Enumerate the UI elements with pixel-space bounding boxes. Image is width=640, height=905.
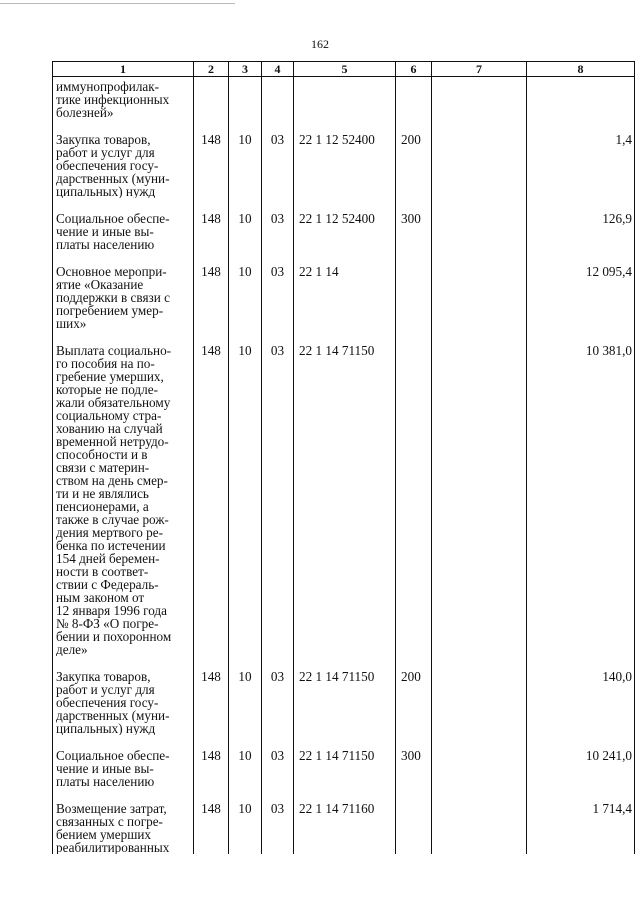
cell-col-6 bbox=[396, 344, 432, 656]
gap-cell bbox=[262, 656, 294, 670]
gap-cell bbox=[396, 119, 432, 133]
gap-cell bbox=[396, 251, 432, 265]
cell-col-2: 148 bbox=[194, 670, 229, 735]
gap-cell bbox=[432, 788, 527, 802]
gap-cell bbox=[53, 198, 194, 212]
gap-cell bbox=[432, 330, 527, 344]
cell-col-2: 148 bbox=[194, 133, 229, 198]
row-name: Возмещение затрат, связанных с погре- бением умерших реабилитированных bbox=[56, 802, 170, 854]
cell-col-8: 1,4 bbox=[527, 133, 635, 198]
cell-col-6: 300 bbox=[396, 749, 432, 788]
gap-cell bbox=[262, 251, 294, 265]
gap-cell bbox=[229, 735, 262, 749]
page-number: 162 bbox=[311, 37, 329, 51]
cell-col-3: 10 bbox=[229, 670, 262, 735]
cell-name bbox=[53, 77, 194, 120]
cell-col-4: 03 bbox=[262, 133, 294, 198]
gap-cell bbox=[527, 330, 635, 344]
cell-col-2: 148 bbox=[194, 802, 229, 854]
gap-cell bbox=[396, 788, 432, 802]
gap-cell bbox=[194, 251, 229, 265]
row-gap bbox=[53, 119, 635, 133]
gap-cell bbox=[262, 330, 294, 344]
cell-col-8: 10 381,0 bbox=[527, 344, 635, 656]
row-name: Закупка товаров, работ и услуг для обеспечения госу- дарственных (муни- ципальных) нужд bbox=[56, 670, 170, 735]
cell-col-4 bbox=[262, 77, 294, 120]
header-col-4: 4 bbox=[262, 62, 294, 77]
gap-cell bbox=[432, 656, 527, 670]
gap-cell bbox=[527, 735, 635, 749]
gap-cell bbox=[527, 119, 635, 133]
cell-col-4: 03 bbox=[262, 265, 294, 330]
gap-cell bbox=[53, 656, 194, 670]
cell-col-7 bbox=[432, 802, 527, 854]
cell-col-3: 10 bbox=[229, 133, 262, 198]
row-name: Основное меропри- ятие «Оказание поддержки в связи с погребением умер- ших» bbox=[56, 265, 170, 330]
cell-col-5: 22 1 14 71150 bbox=[294, 670, 396, 735]
gap-cell bbox=[432, 251, 527, 265]
cell-col-7 bbox=[432, 749, 527, 788]
cell-col-4: 03 bbox=[262, 670, 294, 735]
header-col-5: 5 bbox=[294, 62, 396, 77]
cell-name bbox=[53, 802, 194, 854]
cell-col-4: 03 bbox=[262, 344, 294, 656]
table-body bbox=[53, 77, 635, 855]
table-row bbox=[53, 77, 635, 120]
gap-cell bbox=[229, 788, 262, 802]
table-row bbox=[53, 749, 635, 788]
row-name: Выплата социально- го пособия на по- гребение умерших, которые не подле- жали обязательному социальному стра- хованию на случай временной нетрудо- способности и в связи с материн- ством на день смер- ти и не являлись пенсионерами, а также в случае рож- дения мертвого ре- бенка по истечении 154 дней беремен- ности в соответ- ствии с Федераль- ным законом от 12 января 1996 года № 8-ФЗ «О погре- бении и похоронном деле» bbox=[56, 344, 172, 656]
gap-cell bbox=[527, 656, 635, 670]
row-gap bbox=[53, 656, 635, 670]
row-gap bbox=[53, 251, 635, 265]
cell-col-3: 10 bbox=[229, 212, 262, 251]
gap-cell bbox=[53, 788, 194, 802]
gap-cell bbox=[294, 330, 396, 344]
cell-col-5 bbox=[294, 77, 396, 120]
table-row bbox=[53, 802, 635, 854]
cell-col-6: 300 bbox=[396, 212, 432, 251]
cell-col-2: 148 bbox=[194, 749, 229, 788]
table-row bbox=[53, 133, 635, 198]
cell-col-5: 22 1 14 71150 bbox=[294, 749, 396, 788]
gap-cell bbox=[294, 788, 396, 802]
cell-col-5: 22 1 14 71160 bbox=[294, 802, 396, 854]
gap-cell bbox=[396, 735, 432, 749]
gap-cell bbox=[294, 119, 396, 133]
cell-col-6 bbox=[396, 77, 432, 120]
cell-col-7 bbox=[432, 344, 527, 656]
cell-col-3: 10 bbox=[229, 749, 262, 788]
cell-col-8: 1 714,4 bbox=[527, 802, 635, 854]
gap-cell bbox=[294, 198, 396, 212]
row-gap bbox=[53, 330, 635, 344]
table-row bbox=[53, 344, 635, 656]
cell-col-4: 03 bbox=[262, 212, 294, 251]
cell-name bbox=[53, 670, 194, 735]
row-name: Социальное обеспе- чение и иные вы- платы населению bbox=[56, 749, 170, 788]
cell-name bbox=[53, 344, 194, 656]
cell-name bbox=[53, 265, 194, 330]
cell-col-5: 22 1 14 71150 bbox=[294, 344, 396, 656]
cell-col-8: 10 241,0 bbox=[527, 749, 635, 788]
cell-col-5: 22 1 12 52400 bbox=[294, 133, 396, 198]
table-row bbox=[53, 265, 635, 330]
cell-col-2 bbox=[194, 77, 229, 120]
cell-col-3: 10 bbox=[229, 344, 262, 656]
row-gap bbox=[53, 788, 635, 802]
gap-cell bbox=[396, 198, 432, 212]
gap-cell bbox=[262, 788, 294, 802]
cell-col-8: 140,0 bbox=[527, 670, 635, 735]
cell-col-7 bbox=[432, 212, 527, 251]
row-gap bbox=[53, 198, 635, 212]
cell-name bbox=[53, 133, 194, 198]
cell-col-6 bbox=[396, 265, 432, 330]
header-row bbox=[53, 62, 635, 77]
row-name: Социальное обеспе- чение и иные вы- платы населению bbox=[56, 212, 170, 251]
gap-cell bbox=[53, 735, 194, 749]
cell-col-8 bbox=[527, 77, 635, 120]
cell-col-3 bbox=[229, 77, 262, 120]
gap-cell bbox=[294, 656, 396, 670]
gap-cell bbox=[432, 198, 527, 212]
gap-cell bbox=[527, 198, 635, 212]
cell-col-6: 200 bbox=[396, 670, 432, 735]
table-row bbox=[53, 670, 635, 735]
gap-cell bbox=[527, 251, 635, 265]
row-name: Закупка товаров, работ и услуг для обеспечения госу- дарственных (муни- ципальных) нужд bbox=[56, 133, 170, 198]
header-col-1: 1 bbox=[53, 62, 194, 77]
gap-cell bbox=[53, 119, 194, 133]
cell-col-7 bbox=[432, 670, 527, 735]
cell-col-6 bbox=[396, 802, 432, 854]
cell-col-8: 12 095,4 bbox=[527, 265, 635, 330]
gap-cell bbox=[53, 330, 194, 344]
gap-cell bbox=[294, 251, 396, 265]
header-col-2: 2 bbox=[194, 62, 229, 77]
row-gap bbox=[53, 735, 635, 749]
gap-cell bbox=[194, 735, 229, 749]
gap-cell bbox=[229, 119, 262, 133]
gap-cell bbox=[229, 656, 262, 670]
cell-col-7 bbox=[432, 77, 527, 120]
cell-col-7 bbox=[432, 265, 527, 330]
gap-cell bbox=[262, 198, 294, 212]
top-rule bbox=[0, 3, 235, 4]
cell-col-2: 148 bbox=[194, 344, 229, 656]
gap-cell bbox=[396, 330, 432, 344]
gap-cell bbox=[527, 788, 635, 802]
gap-cell bbox=[229, 251, 262, 265]
cell-name bbox=[53, 749, 194, 788]
cell-col-2: 148 bbox=[194, 265, 229, 330]
cell-col-8: 126,9 bbox=[527, 212, 635, 251]
gap-cell bbox=[229, 330, 262, 344]
gap-cell bbox=[229, 198, 262, 212]
cell-col-5: 22 1 12 52400 bbox=[294, 212, 396, 251]
gap-cell bbox=[262, 119, 294, 133]
cell-col-7 bbox=[432, 133, 527, 198]
gap-cell bbox=[194, 198, 229, 212]
table-row bbox=[53, 212, 635, 251]
gap-cell bbox=[432, 735, 527, 749]
cell-col-5: 22 1 14 bbox=[294, 265, 396, 330]
gap-cell bbox=[194, 330, 229, 344]
cell-col-4: 03 bbox=[262, 749, 294, 788]
cell-col-3: 10 bbox=[229, 265, 262, 330]
header-col-3: 3 bbox=[229, 62, 262, 77]
gap-cell bbox=[396, 656, 432, 670]
row-name: иммунопрофилак- тике инфекционных болезней» bbox=[56, 79, 170, 119]
budget-table bbox=[52, 61, 635, 854]
gap-cell bbox=[53, 251, 194, 265]
header-col-7: 7 bbox=[432, 62, 527, 77]
gap-cell bbox=[262, 735, 294, 749]
header-col-6: 6 bbox=[396, 62, 432, 77]
gap-cell bbox=[432, 119, 527, 133]
cell-col-6: 200 bbox=[396, 133, 432, 198]
cell-name bbox=[53, 212, 194, 251]
cell-col-3: 10 bbox=[229, 802, 262, 854]
gap-cell bbox=[194, 788, 229, 802]
cell-col-4: 03 bbox=[262, 802, 294, 854]
header-col-8: 8 bbox=[527, 62, 635, 77]
gap-cell bbox=[194, 656, 229, 670]
cell-col-2: 148 bbox=[194, 212, 229, 251]
gap-cell bbox=[294, 735, 396, 749]
gap-cell bbox=[194, 119, 229, 133]
